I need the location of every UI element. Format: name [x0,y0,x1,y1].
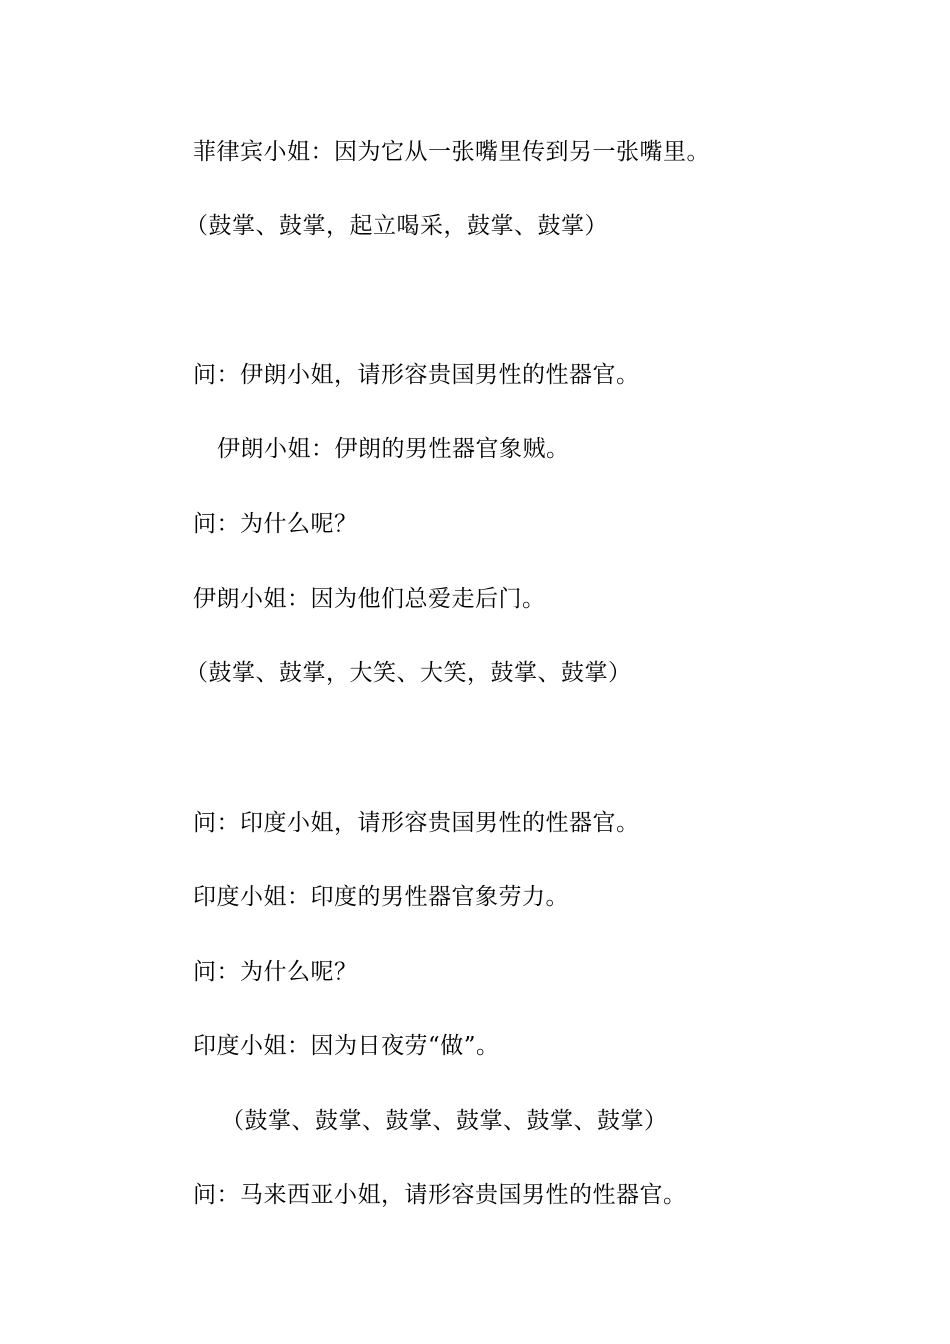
text-line-why-1: 问：为什么呢？ [193,511,358,537]
text-line-why-2: 问：为什么呢？ [193,959,358,985]
text-line-india-answer: 印度小姐：印度的男性器官象劳力。 [193,884,569,910]
text-line-philippines-answer: 菲律宾小姐：因为它从一张嘴里传到另一张嘴里。 [193,139,710,165]
text-line-india-reason: 印度小姐：因为日夜劳“做”。 [193,1033,500,1059]
text-line-question-malaysia: 问：马来西亚小姐，请形容贵国男性的性器官。 [193,1182,687,1208]
text-line-applause-1: （鼓掌、鼓掌，起立喝采，鼓掌、鼓掌） [185,213,608,239]
text-line-applause-3: （鼓掌、鼓掌、鼓掌、鼓掌、鼓掌、鼓掌） [221,1108,668,1134]
text-line-applause-2: （鼓掌、鼓掌，大笑、大笑，鼓掌、鼓掌） [185,660,632,686]
text-line-question-iran: 问：伊朗小姐，请形容贵国男性的性器官。 [193,362,640,388]
text-line-question-india: 问：印度小姐，请形容贵国男性的性器官。 [193,810,640,836]
text-line-iran-answer: 伊朗小姐：伊朗的男性器官象贼。 [217,436,570,462]
text-line-iran-reason: 伊朗小姐：因为他们总爱走后门。 [193,586,546,612]
